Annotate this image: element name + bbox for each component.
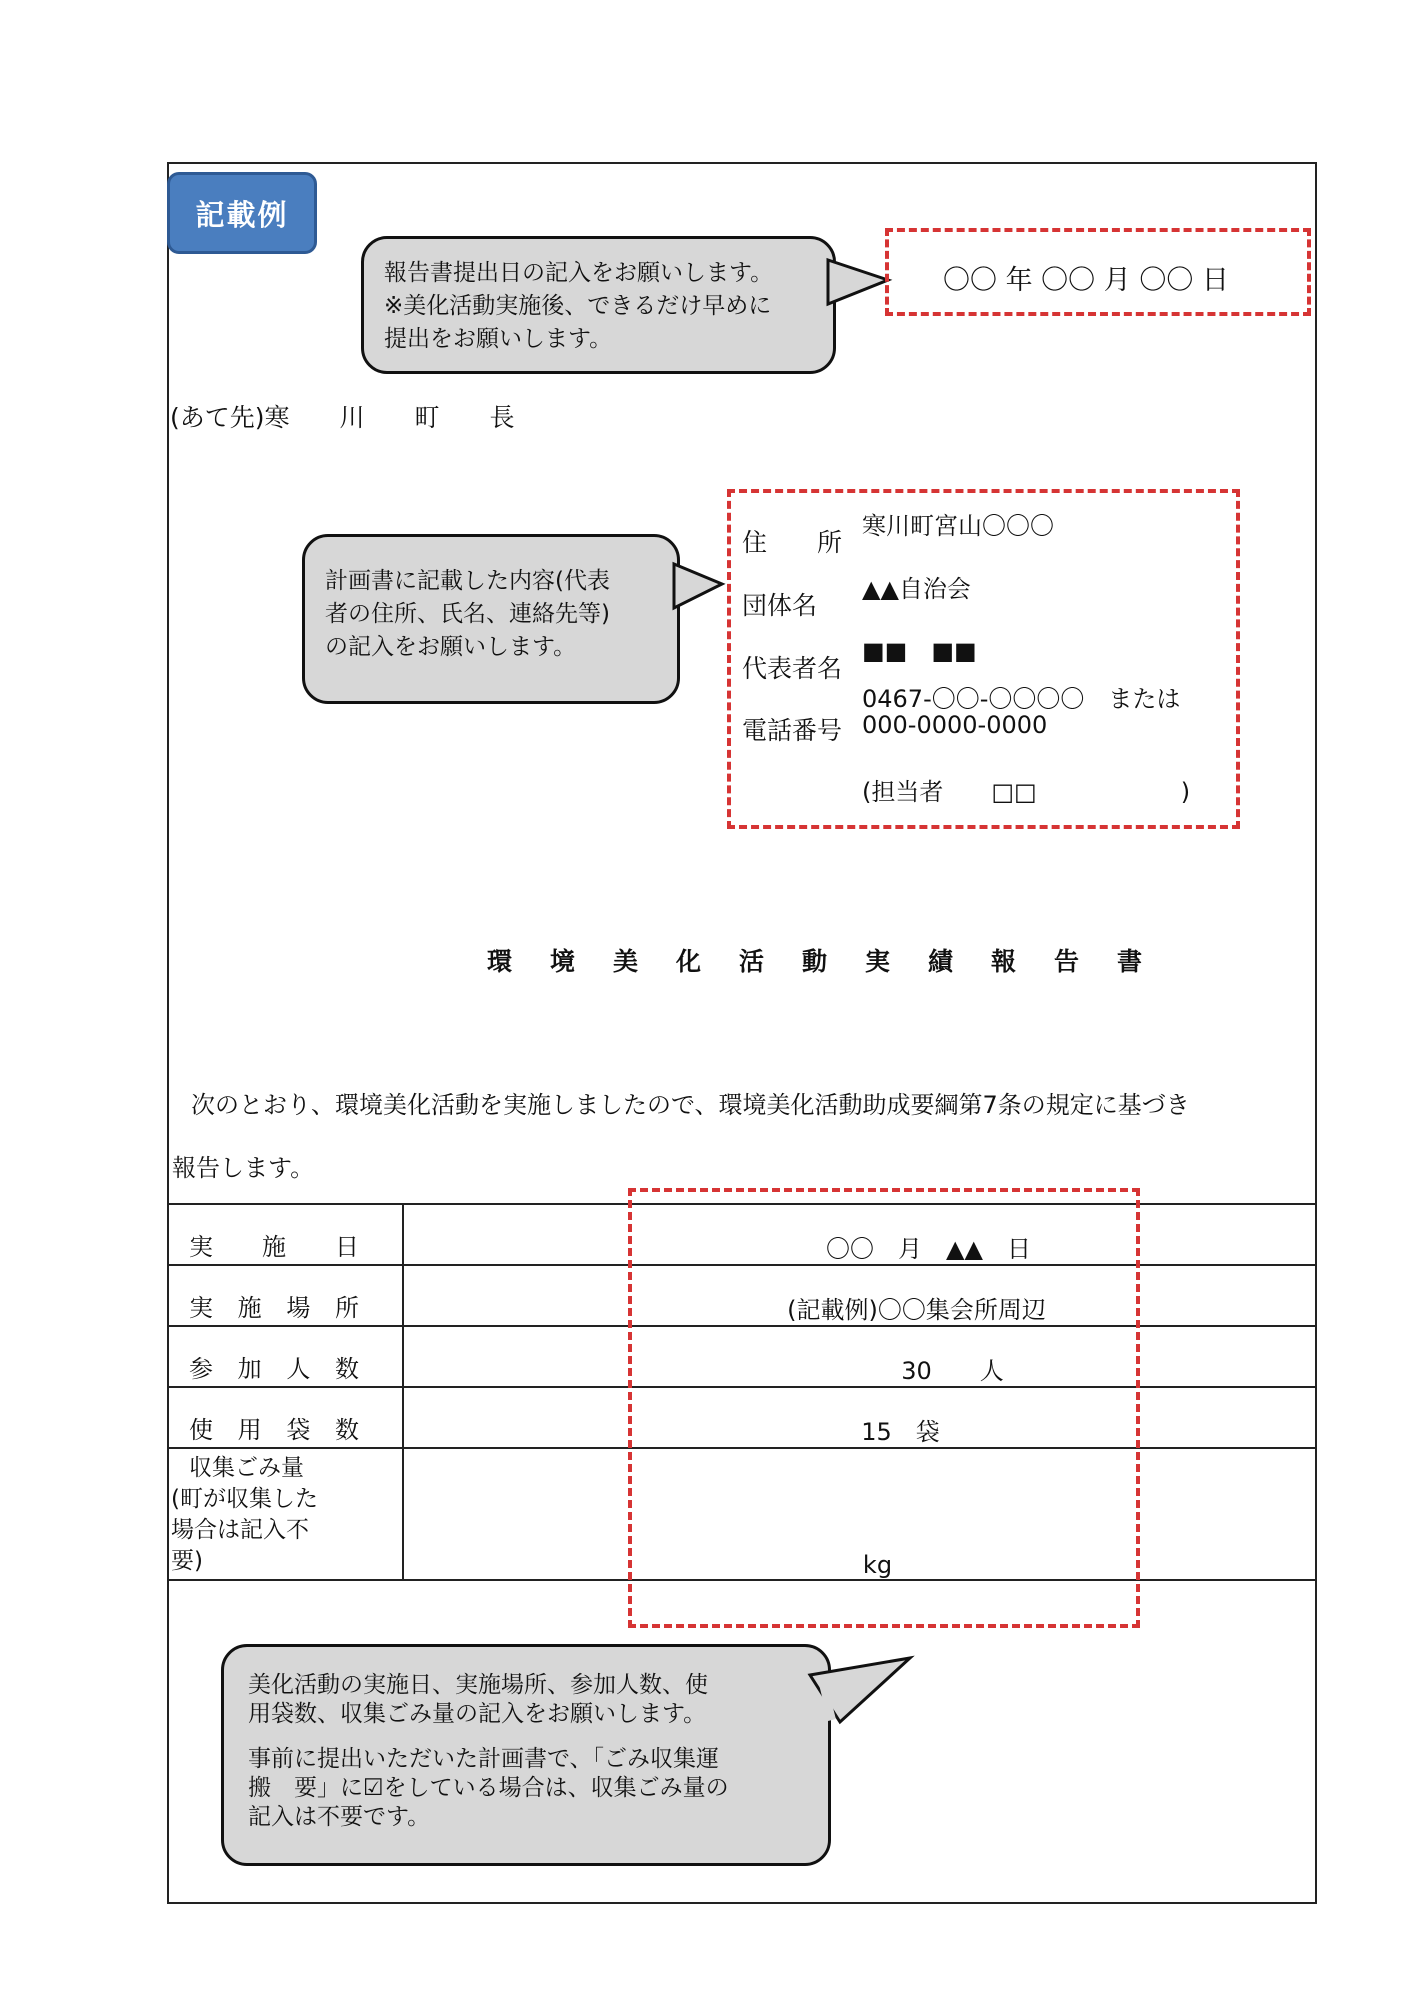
label-char: 数 (334, 1416, 359, 1444)
address-value: 寒川町宮山〇〇〇 (862, 512, 1054, 540)
body-line-1: 次のとおり、環境美化活動を実施しましたので、環境美化活動助成要綱第7条の規定に基づき (191, 1091, 1190, 1119)
label-line: (町が収集した (171, 1486, 318, 1512)
report-date: 〇〇 年 〇〇 月 〇〇 日 (943, 265, 1229, 296)
callout-line: 報告書提出日の記入をお願いします。 (384, 260, 774, 286)
label-char: 参 (189, 1355, 213, 1383)
row-label (167, 1204, 403, 1265)
row-label (167, 1326, 403, 1387)
addressee: (あて先)寒 川 町 長 (170, 403, 515, 432)
label-char: 使 (189, 1416, 213, 1444)
record-box (628, 1188, 1140, 1628)
callout-line: 計画書に記載した内容(代表 (325, 568, 610, 594)
row-label (167, 1387, 403, 1448)
document-title: 環境美化活動実績報告書 (487, 947, 1181, 976)
rep-value: ■■ ■■ (862, 637, 977, 665)
value-text: (記載例)〇〇集会所周辺 (787, 1296, 1046, 1324)
callout-line: 事前に提出いただいた計画書で、「ごみ収集運 (248, 1746, 720, 1772)
address-label: 住 所 (742, 528, 843, 557)
label-char: 日 (335, 1233, 359, 1261)
row-label (167, 1448, 403, 1580)
record-callout-tail (800, 1650, 920, 1740)
label-char: 施 (262, 1233, 286, 1261)
callout-line: 記入は不要です。 (248, 1804, 431, 1830)
value-text: 〇〇 月 ▲▲ 日 (826, 1235, 1031, 1263)
callout-line: ※美化活動実施後、できるだけ早めに (384, 293, 772, 319)
value-text: kg (862, 1551, 893, 1579)
label-line: 場合は記入不 (171, 1517, 309, 1543)
label-char: 用 (237, 1416, 262, 1444)
applicant-callout (302, 534, 680, 704)
applicant-callout-tail (674, 556, 734, 626)
date-callout (361, 236, 836, 374)
rep-label: 代表者名 (742, 654, 843, 683)
callout-line: 美化活動の実施日、実施場所、参加人数、使 (248, 1672, 708, 1698)
label-line: 収集ごみ量 (189, 1455, 304, 1481)
label-line: 要) (171, 1548, 203, 1574)
callout-line: 者の住所、氏名、連絡先等) (325, 601, 610, 627)
record-callout (221, 1644, 831, 1866)
label-char: 実 (189, 1233, 213, 1261)
phone-value-2: 000-0000-0000 (862, 711, 1048, 739)
callout-line: 用袋数、収集ごみ量の記入をお願いします。 (248, 1701, 707, 1727)
label-char: 実 (189, 1294, 213, 1322)
label-char: 施 (237, 1294, 262, 1322)
contact-person: (担当者 □□ ) (862, 778, 1191, 806)
label-char: 人 (286, 1355, 311, 1383)
phone-value-1: 0467-〇〇-〇〇〇〇 または (862, 685, 1181, 713)
body-line-2: 報告します。 (172, 1154, 315, 1182)
callout-line: の記入をお願いします。 (325, 634, 577, 660)
example-badge: 記載例 (167, 172, 317, 254)
phone-label: 電話番号 (742, 716, 843, 745)
label-char: 加 (237, 1355, 262, 1383)
callout-line: 提出をお願いします。 (384, 326, 613, 352)
label-char: 場 (286, 1294, 311, 1322)
callout-line: 搬 要」に☑をしている場合は、収集ごみ量の (248, 1775, 729, 1801)
group-value: ▲▲自治会 (862, 575, 971, 603)
group-label: 団体名 (742, 591, 818, 620)
value-text: 30 人 (901, 1357, 1004, 1385)
label-char: 数 (334, 1355, 359, 1383)
value-text: 15 袋 (861, 1418, 940, 1446)
row-label (167, 1265, 403, 1326)
label-char: 所 (334, 1294, 359, 1322)
label-char: 袋 (286, 1416, 311, 1444)
